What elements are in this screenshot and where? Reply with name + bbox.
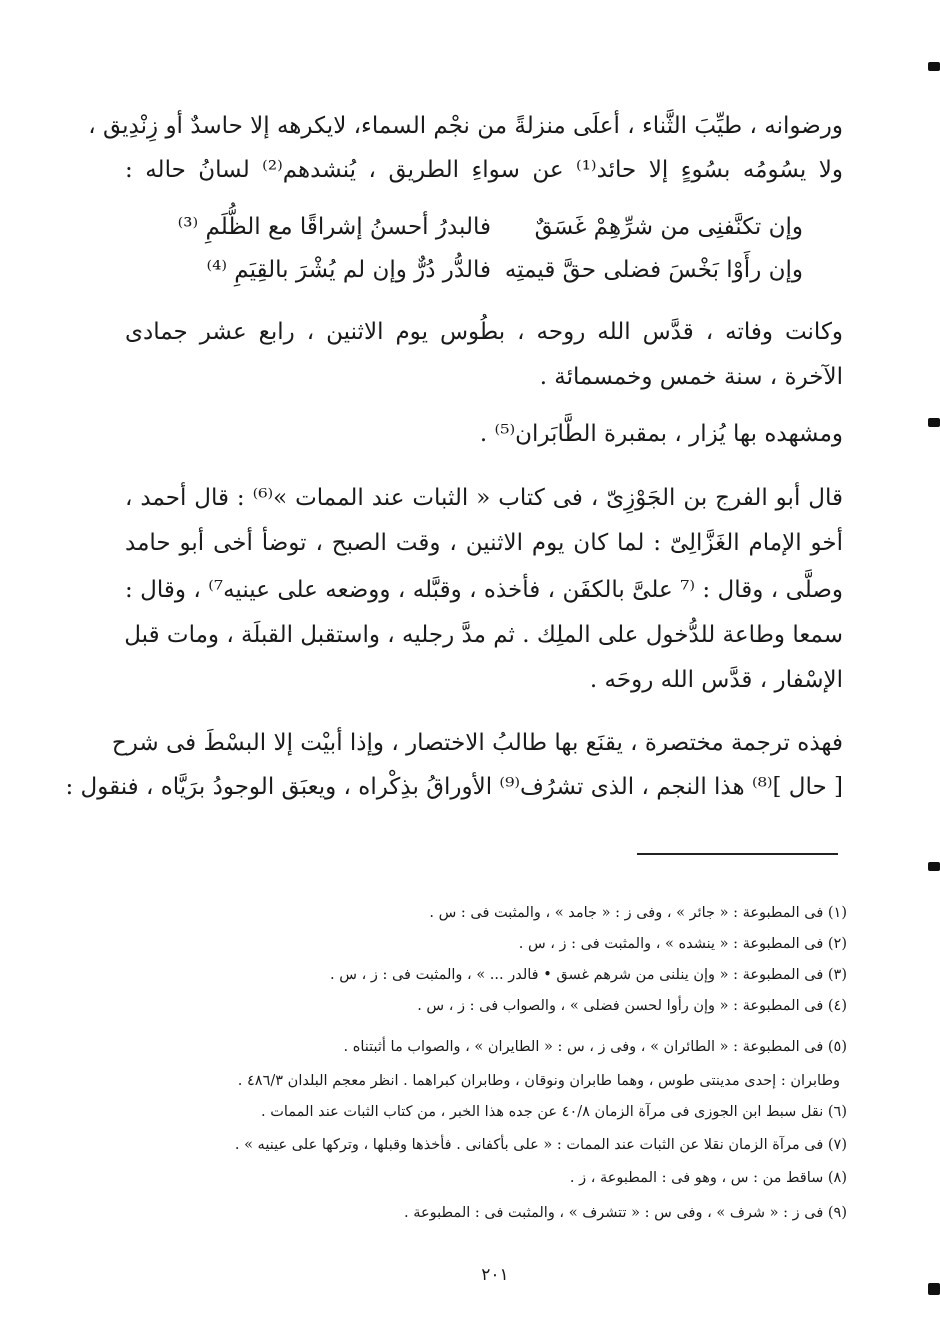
footnote: (٢) فى المطبوعة : « ينشده » ، والمثبت فى : ز ، س . [518,936,847,952]
text-line: أخو الإمام الغَزَّالِىّ : لما كان يوم الاثنين ، وقت الصبح ، توضأ أخى أبو حامد [125,530,843,556]
text-line: الإسْفار ، قدَّس الله روحَه . [589,667,843,693]
footnote: (٧) فى مرآة الزمان نقلا عن الثبات عند الممات : « على بأكفانى . فأخذها وقبلها ، وتركها على عينيه » . [234,1137,847,1153]
text-line: ومشهده بها يُزار ، بمقبرة الطَّابَران⁽⁵⁾ . [479,421,843,447]
text-line: وكانت وفاته ، قدَّس الله روحه ، بطُوس يوم الاثنين ، رابع عشر جمادى [125,319,843,345]
verse-hemistich: فالبدرُ أحسنُ إشراقًا مع الظُّلَمِ ⁽³⁾ [177,214,491,240]
verse-hemistich: وإن رأَوْا بَخْسَ فضلى حقَّ قيمتِه [504,257,803,283]
text-line: الآخرة ، سنة خمس وخمسمائة . [539,364,843,390]
footnote: (٨) ساقط من : س ، وهو فى : المطبوعة ، ز . [569,1170,847,1186]
footnote: (٣) فى المطبوعة : « وإن ينلنى من شرهم غسق • فالدر ... » ، والمثبت فى : ز ، س . [330,967,847,983]
page-number: ٢٠١ [481,1265,509,1285]
text-line: فهذه ترجمة مختصرة ، يقنَع بها طالبُ الاختصار ، وإذا أبيْت إلا البسْطَ فى شرح [111,730,843,756]
footnote: (٤) فى المطبوعة : « وإن رأوا لحسن فضلى » ، والصواب فى : ز ، س . [417,998,847,1014]
scan-edge-mark [928,862,940,871]
footnote: (٩) فى ز : « شرف » ، وفى س : « تتشرف » ، والمثبت فى : المطبوعة . [404,1205,847,1221]
verse-hemistich: فالدُّر دُرٌّ وإن لم يُشْرَ بالقِيَمِ ⁽⁴⁾ [206,257,491,283]
footnote: (١) فى المطبوعة : « جائر » ، وفى ز : « جامد » ، والمثبت فى : س . [429,905,847,921]
footnote: (٥) فى المطبوعة : « الطائران » ، وفى ز ، س : « الطايران » ، والصواب ما أثبتناه . [343,1039,847,1055]
verse-hemistich: وإن تكنَّفنِى من شرِّهِمْ غَسَقٌ [534,214,803,240]
text-line: قال أبو الفرج بن الجَوْزِىّ ، فى كتاب « الثبات عند الممات »⁽⁶⁾ : قال أحمد ، [125,485,843,511]
text-line: سمعا وطاعة للدُّخول على الملِك . ثم مدَّ رجليه ، واستقبل القبلَة ، ومات قبل [124,622,843,648]
footnote: وطابران : إحدى مدينتى طوس ، وهما طابران ونوقان ، وطابران كبراهما . انظر معجم البلدان ٤٨٦/٣ . [237,1073,840,1089]
scan-edge-mark [928,418,940,427]
text-line: ولا يسُومُه بسُوءٍ إلا حائد⁽¹⁾ عن سواءِ الطريق ، يُنشدهم⁽²⁾ لسانُ حاله : [125,157,843,183]
text-line: [ حال ]⁽⁸⁾ هذا النجم ، الذى تشرُف⁽⁹⁾ الأوراقُ بذِكْراه ، ويعبَق الوجودُ برَيَّاه ، فنقول : [65,774,843,800]
text-line: ورضوانه ، طيِّبَ الثَّناء ، أعلَى منزلةً من نجْم السماء، لايكرهه إلا حاسدٌ أو زِنْدِيق ، [88,113,843,139]
scan-edge-mark [928,1283,940,1295]
footnote-separator [637,853,838,855]
footnote: (٦) نقل سبط ابن الجوزى فى مرآة الزمان ٤٠/٨ عن جده هذا الخبر ، من كتاب الثبات عند الممات . [261,1104,847,1120]
text-line: وصلَّى ، وقال : ⁽⁷ علىَّ بالكفَن ، فأخذه ، وقبَّله ، ووضعه على عينيه⁷⁾ ، وقال : [125,577,843,603]
scan-edge-mark [928,62,940,71]
